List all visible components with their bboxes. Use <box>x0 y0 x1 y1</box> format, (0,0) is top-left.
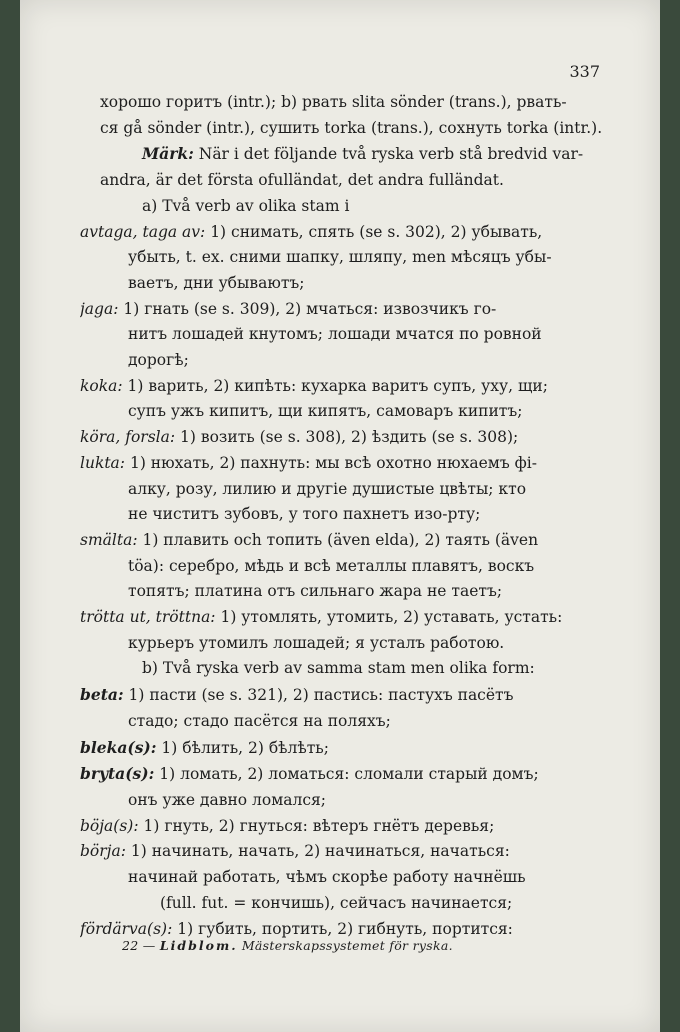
text-line: убыть, t. ex. сними шапку, шляпу, men мѣсяцъ убы- <box>128 248 552 267</box>
entry-line: avtaga, taga av: 1) снимать, спять (se s. 302), 2) убывать, <box>80 222 543 241</box>
entry-term: köra, forsla: <box>80 428 176 447</box>
entry-term: bleka(s): <box>80 737 157 757</box>
entry-line: smälta: 1) плавить och топить (även elda), 2) таять (även <box>80 530 539 549</box>
section-heading: b) Två ryska verb av samma stam men olika form: <box>142 659 535 678</box>
entry-line: fördärva(s): 1) губить, портить, 2) гибнуть, портится: <box>80 919 513 938</box>
entry-term: koka: <box>80 376 123 395</box>
entry-line: böja(s): 1) гнуть, 2) гнуться: вѣтеръ гнётъ деревья; <box>80 816 495 835</box>
text-line: алку, розу, лилию и другіе душистые цвѣты; кто <box>128 479 527 498</box>
text-line: дорогѣ; <box>128 351 189 370</box>
text-line: курьеръ утомилъ лошадей; я усталъ работою. <box>128 633 505 652</box>
text-line: andra, är det första ofulländat, det andra fulländat. <box>100 171 504 190</box>
text-line: нитъ лошадей кнутомъ; лошади мчатся по ровной <box>128 325 542 344</box>
entry-term: beta: <box>80 685 124 705</box>
entry-term: lukta: <box>80 453 126 472</box>
text-line: (full. fut. = кончишь), сейчасъ начинается; <box>160 893 513 912</box>
entry-term: trötta ut, tröttna: <box>80 608 216 627</box>
entry-line: koka: 1) варить, 2) кипѣть: кухарка варитъ супъ, уху, щи; <box>80 376 548 395</box>
footer-author: Lidblom. <box>159 938 238 953</box>
footer-signature: 22 — <box>122 938 160 953</box>
text-line: топятъ; платина отъ сильнаго жара не таетъ; <box>128 582 503 601</box>
entry-term: avtaga, taga av: <box>80 222 206 241</box>
entry-line: trötta ut, tröttna: 1) утомлять, утомить, 2) уставать, устать: <box>80 608 563 627</box>
entry-term: bryta(s): <box>80 764 155 784</box>
note-term: Märk: <box>142 144 194 164</box>
text-line: супъ ужъ кипитъ, щи кипятъ, самоваръ кипитъ; <box>128 402 523 421</box>
entry-line: lukta: 1) нюхать, 2) пахнуть: мы всѣ охотно нюхаемъ фі- <box>80 453 537 472</box>
text-line: не чиститъ зубовъ, у того пахнетъ изо-рту; <box>128 505 481 524</box>
entry-line: bryta(s): 1) ломать, 2) ломаться: сломали старый домъ; <box>80 764 539 784</box>
entry-term: fördärva(s): <box>80 919 173 938</box>
text-line: ся gå sönder (intr.), сушить torka (trans.), сохнуть torka (intr.). <box>100 118 603 137</box>
book-page <box>20 0 660 1032</box>
text-line: начинай работать, чѣмъ скорѣе работу начнёшь <box>128 868 526 887</box>
text-line: онъ уже давно ломался; <box>128 790 327 809</box>
entry-term: jaga: <box>80 299 119 318</box>
entry-line: bleka(s): 1) бѣлить, 2) бѣлѣть; <box>80 737 329 757</box>
note-line: Märk: När i det följande två ryska verb stå bredvid var- <box>142 144 584 164</box>
page-footer <box>122 938 453 953</box>
page-body <box>80 90 640 942</box>
entry-term: böja(s): <box>80 816 139 835</box>
entry-line: köra, forsla: 1) возить (se s. 308), 2) ѣздить (se s. 308); <box>80 428 519 447</box>
footer-title: Mästerskapssystemet för ryska. <box>237 938 453 953</box>
text-line: töa): серебро, мѣдь и всѣ металлы плавятъ, воскъ <box>128 556 535 575</box>
text-line: хорошо горитъ (intr.); b) рвать slita sönder (trans.), рвать- <box>100 93 567 111</box>
entry-line: börja: 1) начинать, начать, 2) начинаться, начаться: <box>80 842 510 861</box>
section-heading: a) Två verb av olika stam i <box>142 196 350 215</box>
text-line: стадо; стадо пасётся на поляхъ; <box>128 711 391 730</box>
entry-line: jaga: 1) гнать (se s. 309), 2) мчаться: извозчикъ го- <box>80 299 497 318</box>
page-number: 337 <box>569 62 600 81</box>
entry-line: beta: 1) пасти (se s. 321), 2) пастись: пастухъ пасётъ <box>80 685 514 705</box>
text-line: ваетъ, дни убываютъ; <box>128 273 305 292</box>
entry-term: smälta: <box>80 530 138 549</box>
entry-term: börja: <box>80 842 126 861</box>
